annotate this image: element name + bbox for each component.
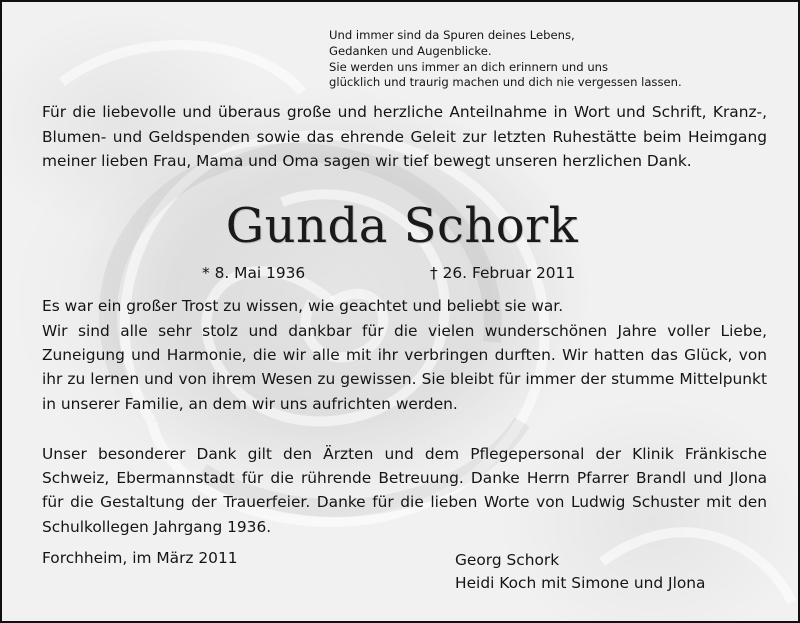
signer-name: Georg Schork	[455, 551, 560, 569]
signer-name: Heidi Koch mit Simone und Jlona	[455, 573, 706, 592]
birth-date: * 8. Mai 1936	[202, 264, 306, 282]
quote-line: Und immer sind da Spuren deines Lebens,	[329, 28, 575, 42]
quote-line: Gedanken und Augenblicke.	[329, 43, 492, 58]
death-date: † 26. Februar 2011	[430, 264, 576, 282]
thank-you-intro: Für die liebevolle und überaus große und herzliche Anteilnahme in Wort und Schrift, Kranz-, Blumen- und Geldspenden sowie das ehrende Geleit zur letzten Ruhestätte beim Heimgang meiner lieben Frau, Mama und Oma sagen wir tief bewegt unseren herzlichen Dank.	[42, 103, 767, 170]
signers	[455, 549, 705, 594]
quote-line: Sie werden uns immer an dich erinnern und uns	[329, 59, 609, 74]
paragraph-comfort: Es war ein großer Trost zu wissen, wie geachtet und beliebt sie war.	[42, 297, 564, 315]
memorial-quote	[329, 28, 769, 91]
paragraph-special-thanks: Unser besonderer Dank gilt den Ärzten und dem Pflegepersonal der Klinik Fränkische Schweiz, Ebermannstadt für die rührende Betreuung. Danke Herrn Pfarrer Brandl und Jlona für die Gestaltung der Trauerfeier. Danke für die lieben Worte von Ludwig Schuster mit den Schulkollegen Jahrgang 1936.	[42, 445, 767, 536]
paragraph-gratitude: Wir sind alle sehr stolz und dankbar für die vielen wunderschönen Jahre voller Liebe, Zuneigung und Harmonie, die wir alle mit ihr verbringen durften. Wir hatten das Glück, von ihr zu lernen und von ihrem Wesen zu gewissen. Sie bleibt für immer der stumme Mittelpunkt in unserer Familie, an dem wir uns aufrichten werden.	[42, 322, 767, 413]
quote-line: glücklich und traurig machen und dich nie vergessen lassen.	[329, 75, 682, 90]
deceased-name: Gunda Schork	[225, 198, 579, 254]
place-and-date: Forchheim, im März 2011	[42, 549, 238, 567]
